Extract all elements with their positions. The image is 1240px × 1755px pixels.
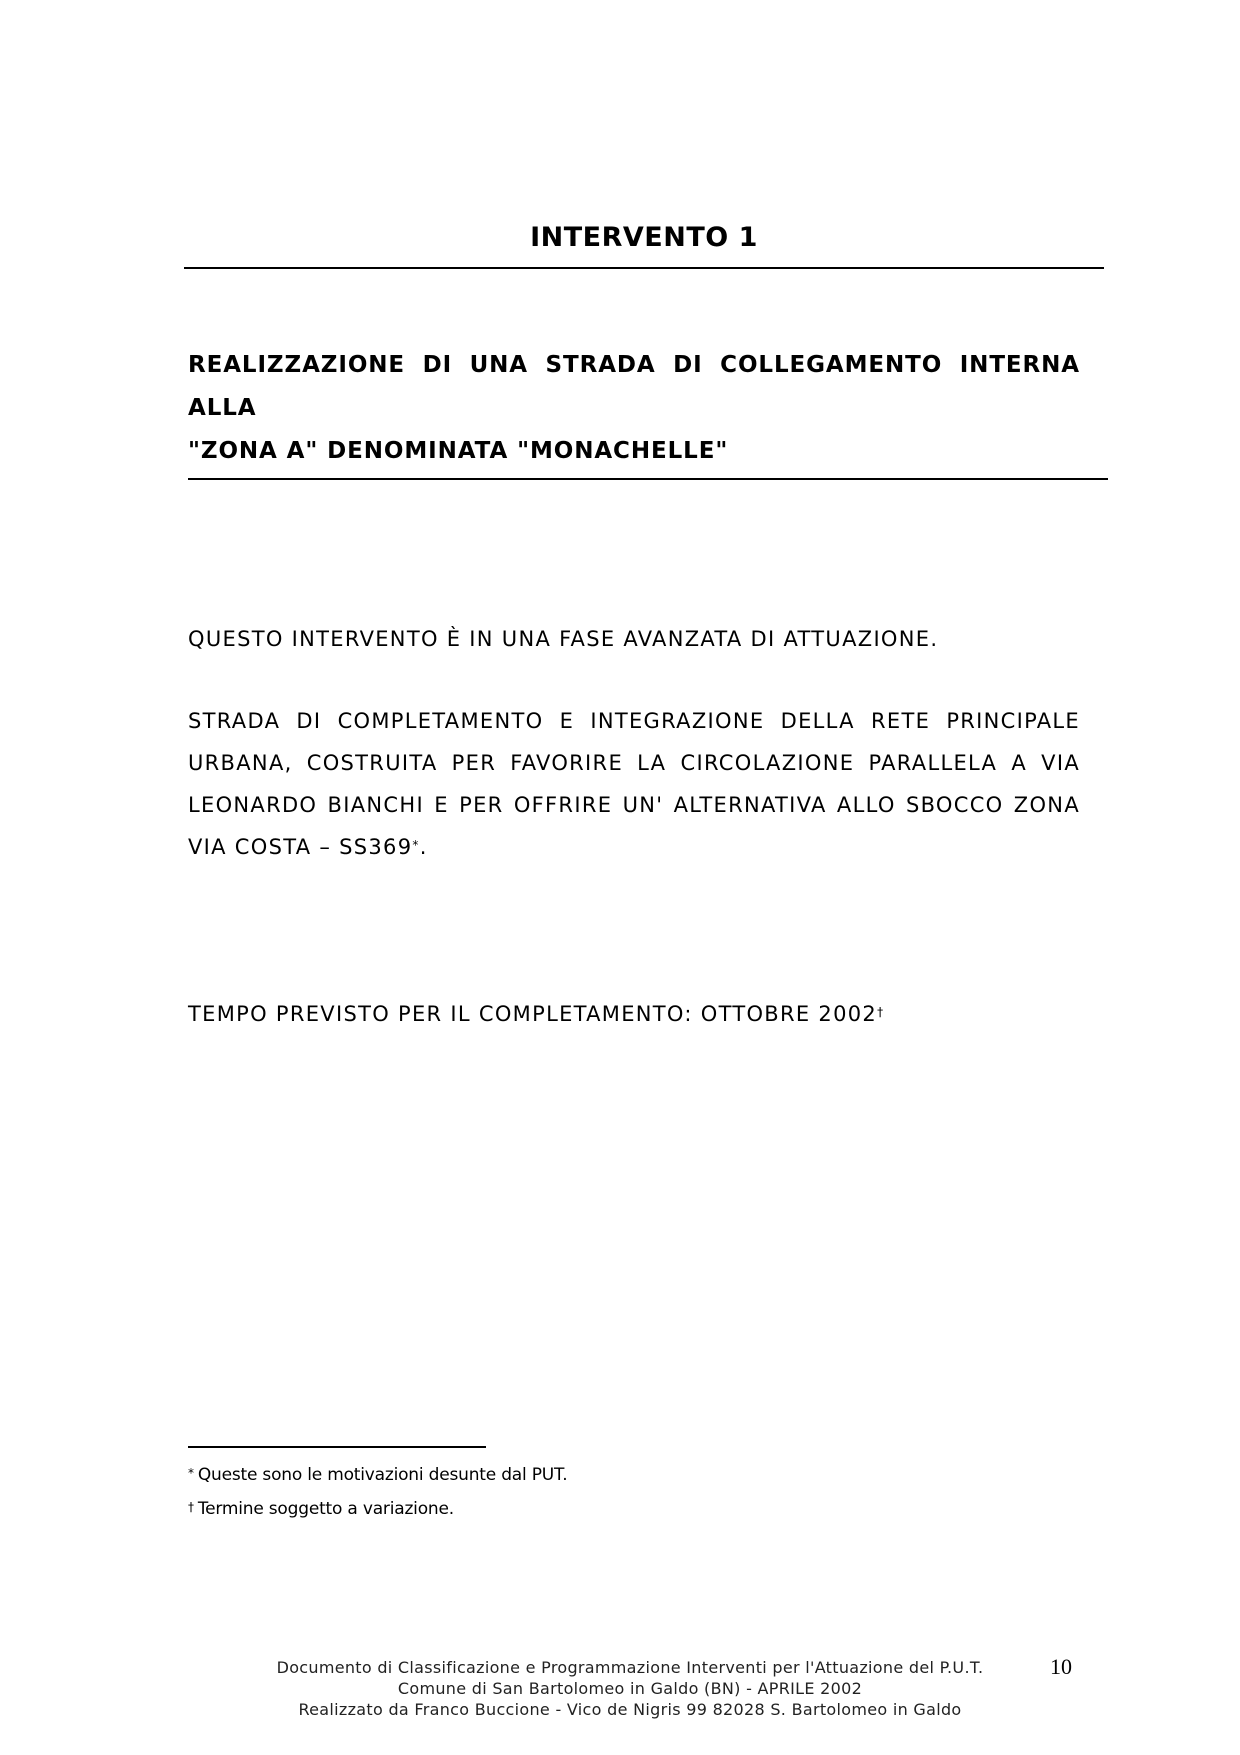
description-paragraph xyxy=(188,700,1080,868)
intervention-title xyxy=(188,344,1080,473)
title-rule xyxy=(188,478,1108,480)
footnote-1-text: Queste sono le motivazioni desunte dal PUT. xyxy=(197,1465,568,1485)
description-line-4-text: VIA COSTA – SS369 xyxy=(188,835,413,859)
footnotes xyxy=(188,1458,888,1526)
intervention-title-line-2: "ZONA A" DENOMINATA "MONACHELLE" xyxy=(188,438,729,464)
description-line-2: URBANA, COSTRUITA PER FAVORIRE LA CIRCOLAZIONE PARALLELA A VIA xyxy=(188,751,1080,775)
footer-line-2: Comune di San Bartolomeo in Galdo (BN) - APRILE 2002 xyxy=(397,1679,863,1698)
footer-line-3: Realizzato da Franco Buccione - Vico de Nigris 99 82028 S. Bartolomeo in Galdo xyxy=(298,1700,962,1719)
footer-line-1: Documento di Classificazione e Programmazione Interventi per l'Attuazione del P.U.T. xyxy=(276,1658,984,1677)
footnote-1-mark: * xyxy=(188,1466,194,1480)
footnote-2-mark: † xyxy=(188,1500,194,1514)
status-paragraph: QUESTO INTERVENTO È IN UNA FASE AVANZATA DI ATTUAZIONE. xyxy=(188,627,939,651)
footnote-separator xyxy=(188,1446,486,1448)
completion-paragraph xyxy=(188,993,1080,1035)
description-line-4 xyxy=(188,826,1080,868)
footnote-1 xyxy=(188,1458,888,1492)
page-number: 10 xyxy=(1050,1654,1072,1679)
intervention-title-line-1: REALIZZAZIONE DI UNA STRADA DI COLLEGAMENTO INTERNA ALLA xyxy=(188,352,1080,421)
footnote-2 xyxy=(188,1492,888,1526)
footnote-2-text: Termine soggetto a variazione. xyxy=(197,1499,454,1519)
footnote-ref-2[interactable]: † xyxy=(877,1005,885,1019)
footnote-ref-1[interactable]: * xyxy=(412,838,420,852)
page-footer xyxy=(220,1657,1040,1720)
heading-rule xyxy=(184,267,1104,269)
description-line-1: STRADA DI COMPLETAMENTO E INTEGRAZIONE DELLA RETE PRINCIPALE xyxy=(188,709,1080,733)
description-line-4-end: . xyxy=(419,835,428,859)
description-line-3: LEONARDO BIANCHI E PER OFFRIRE UN' ALTERNATIVA ALLO SBOCCO ZONA xyxy=(188,793,1080,817)
completion-text: TEMPO PREVISTO PER IL COMPLETAMENTO: OTTOBRE 2002 xyxy=(188,1002,878,1026)
section-heading: INTERVENTO 1 xyxy=(530,222,758,253)
